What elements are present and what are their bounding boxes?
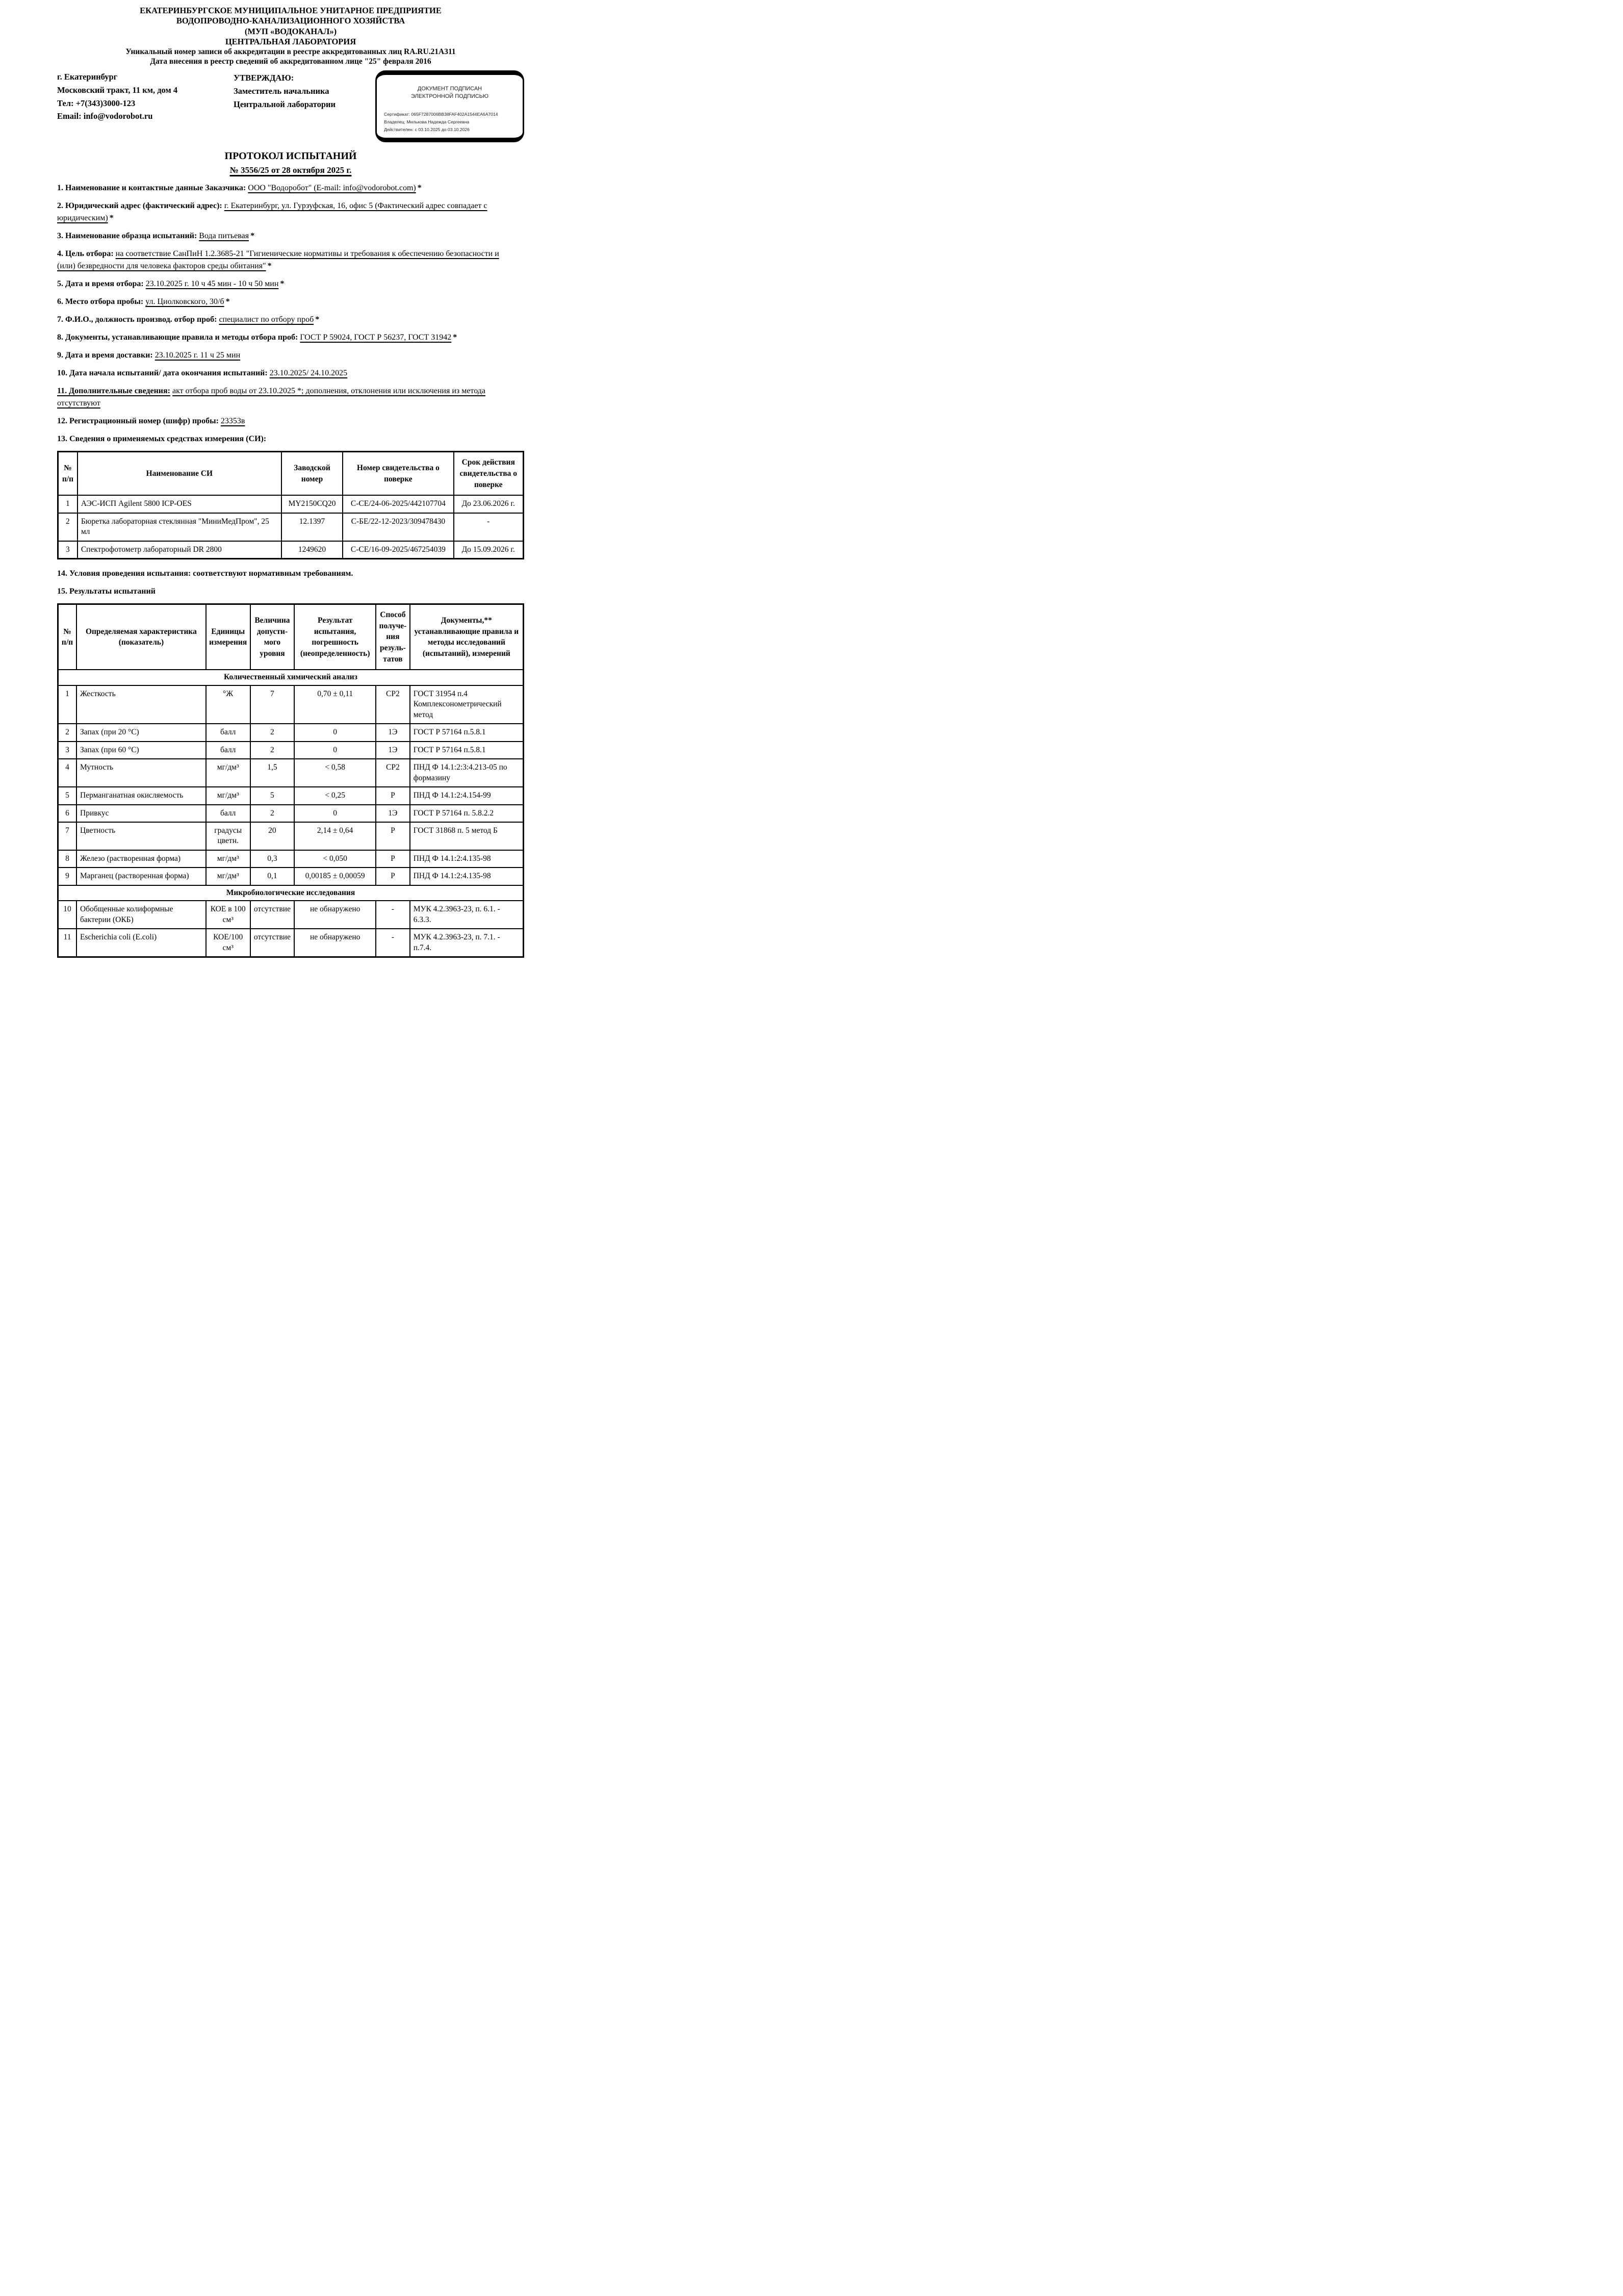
res-cell: отсутствие [250, 901, 295, 929]
res-cell: МУК 4.2.3963-23, п. 7.1. - п.7.4. [410, 929, 524, 957]
org-name-line2: ВОДОПРОВОДНО-КАНАЛИЗАЦИОННОГО ХОЗЯЙСТВА [176, 16, 405, 26]
res-cell: 10 [58, 901, 77, 929]
item-2-value: г. Екатеринбург, ул. Гурзуфская, 16, офис 5 (Фактический адрес совпадает с юридическим) [57, 201, 487, 223]
res-cell: не обнаружено [294, 929, 376, 957]
item-11-value: акт отбора проб воды от 23.10.2025 *; дополнения, отклонения или исключения из метода отсутствуют [57, 387, 485, 408]
table-row [58, 541, 524, 559]
table-row [58, 901, 524, 929]
res-cell: Жесткость [76, 685, 206, 724]
si-cell: Бюретка лабораторная стеклянная "МиниМедПром", 25 мл [78, 513, 281, 541]
res-cell: - [376, 929, 410, 957]
digital-signature-stamp [375, 70, 524, 142]
res-cell: балл [206, 724, 250, 741]
table-row [58, 787, 524, 804]
res-cell: балл [206, 742, 250, 759]
item-3-label: 3. Наименование образца испытаний: [57, 232, 197, 241]
res-cell: Р [376, 822, 410, 850]
org-name-line3: (МУП «ВОДОКАНАЛ») [244, 26, 337, 36]
item-5 [57, 278, 524, 290]
si-cell: 1 [58, 495, 78, 513]
stamp-title [384, 85, 516, 100]
res-cell: КОЕ в 100 см³ [206, 901, 250, 929]
info-row [57, 70, 524, 142]
res-col-method: Способ получе-ния резуль-татов [376, 604, 410, 670]
res-cell: ГОСТ Р 57164 п.5.8.1 [410, 742, 524, 759]
stamp-title-line2: ЭЛЕКТРОННОЙ ПОДПИСЬЮ [410, 93, 489, 100]
item-5-value: 23.10.2025 г. 10 ч 45 мин - 10 ч 50 мин [145, 279, 279, 289]
res-cell: 0,3 [250, 850, 295, 868]
item-15-label: 15. Результаты испытаний [57, 587, 156, 596]
res-cell: 2 [58, 724, 77, 741]
item-4-label: 4. Цель отбора: [57, 249, 114, 259]
res-cell: ПНД Ф 14.1:2:3:4.213-05 по формазину [410, 759, 524, 787]
results-header-row [58, 604, 524, 670]
item-14 [57, 568, 524, 580]
res-cell: Мутность [76, 759, 206, 787]
item-6 [57, 296, 524, 308]
res-cell: 0 [294, 724, 376, 741]
res-cell: мг/дм³ [206, 850, 250, 868]
item-7-value: специалист по отбору проб [219, 315, 314, 324]
footnote-asterisk: * [453, 333, 457, 342]
res-cell: 5 [58, 787, 77, 804]
table-row [58, 724, 524, 741]
item-12-value: 23353в [220, 417, 245, 426]
protocol-document [0, 0, 561, 986]
section-title: Количественный химический анализ [58, 670, 524, 685]
footnote-asterisk: * [267, 262, 272, 271]
item-1 [57, 182, 524, 194]
res-cell: 1,5 [250, 759, 295, 787]
res-cell: балл [206, 805, 250, 822]
item-11 [57, 385, 524, 410]
si-cell: До 15.09.2026 г. [454, 541, 524, 559]
res-cell: не обнаружено [294, 901, 376, 929]
accreditation-line: Уникальный номер записи об аккредитации в реестре аккредитованных лиц RA.RU.21А311 [125, 47, 456, 56]
item-12-label: 12. Регистрационный номер (шифр) пробы: [57, 417, 219, 426]
item-4-value: на соответствие СанПиН 1.2.3685-21 "Гигиенические нормативы и требования к обеспечению безопасности и (или) безвредности для человека факторов среды обитания" [57, 249, 499, 271]
contact-email: Email: info@vodorobot.ru [57, 111, 153, 121]
res-cell: мг/дм³ [206, 759, 250, 787]
si-cell: MY2150CQ20 [281, 495, 343, 513]
stamp-meta [384, 111, 516, 134]
item-14-label: 14. Условия проведения испытания: [57, 569, 191, 578]
res-col-units: Единицы измерения [206, 604, 250, 670]
contact-address: Московский тракт, 11 км, дом 4 [57, 85, 178, 95]
item-4 [57, 248, 524, 272]
res-cell: мг/дм³ [206, 787, 250, 804]
res-cell: 0,1 [250, 868, 295, 885]
item-13 [57, 433, 524, 445]
si-cell: С-СЕ/24-06-2025/442107704 [343, 495, 453, 513]
res-cell: 7 [250, 685, 295, 724]
table-row [58, 495, 524, 513]
item-12 [57, 415, 524, 427]
table-row [58, 805, 524, 822]
res-cell: 8 [58, 850, 77, 868]
item-9 [57, 349, 524, 362]
res-cell: 7 [58, 822, 77, 850]
protocol-number-text: № 3556/25 от 28 октября 2025 г. [229, 165, 352, 175]
res-cell: 2,14 ± 0,64 [294, 822, 376, 850]
approval-title: УТВЕРЖДАЮ: [234, 73, 294, 83]
res-cell: Марганец (растворенная форма) [76, 868, 206, 885]
footnote-asterisk: * [417, 184, 422, 193]
lab-name: ЦЕНТРАЛЬНАЯ ЛАБОРАТОРИЯ [225, 37, 356, 47]
res-cell: градусы цветн. [206, 822, 250, 850]
approval-block [230, 70, 375, 111]
table-row [58, 513, 524, 541]
res-cell: 6 [58, 805, 77, 822]
stamp-owner: Владелец: Милькова Надежда Сергеевна [384, 119, 470, 125]
res-cell: ГОСТ Р 57164 п.5.8.1 [410, 724, 524, 741]
res-cell: 0 [294, 742, 376, 759]
res-cell: 11 [58, 929, 77, 957]
si-table [57, 451, 524, 559]
table-row [58, 742, 524, 759]
item-6-label: 6. Место отбора пробы: [57, 297, 144, 307]
lab-contacts [57, 70, 230, 122]
res-cell: 0 [294, 805, 376, 822]
res-cell: 5 [250, 787, 295, 804]
si-cell: - [454, 513, 524, 541]
res-cell: ГОСТ Р 57164 п. 5.8.2.2 [410, 805, 524, 822]
res-cell: Привкус [76, 805, 206, 822]
res-cell: отсутствие [250, 929, 295, 957]
res-cell: 1Э [376, 742, 410, 759]
res-cell: 0,70 ± 0,11 [294, 685, 376, 724]
res-col-num: № п/п [58, 604, 77, 670]
section-microbiology [58, 885, 524, 901]
res-cell: Цветность [76, 822, 206, 850]
item-8-value: ГОСТ Р 59024, ГОСТ Р 56237, ГОСТ 31942 [300, 333, 452, 342]
results-table [57, 603, 524, 958]
item-1-value: ООО "Водоробот" (E-mail: info@vodorobot.com) [248, 184, 416, 193]
stamp-title-line1: ДОКУМЕНТ ПОДПИСАН [417, 86, 482, 92]
org-name-line1: ЕКАТЕРИНБУРГСКОЕ МУНИЦИПАЛЬНОЕ УНИТАРНОЕ ПРЕДПРИЯТИЕ [140, 6, 442, 15]
res-cell: ПНД Ф 14.1:2:4.135-98 [410, 850, 524, 868]
si-col-num: № п/п [58, 452, 78, 496]
res-cell: мг/дм³ [206, 868, 250, 885]
item-7-label: 7. Ф.И.О., должность производ. отбор проб: [57, 315, 217, 324]
res-cell: 0,00185 ± 0,00059 [294, 868, 376, 885]
si-cell: С-БЕ/22-12-2023/309478430 [343, 513, 453, 541]
res-cell: ГОСТ 31954 п.4 Комплексонометрический метод [410, 685, 524, 724]
stamp-validity: Действителен: с 03.10.2025 до 03.10.2026 [384, 127, 470, 133]
table-row [58, 929, 524, 957]
footnote-asterisk: * [250, 232, 255, 241]
res-cell: 2 [250, 805, 295, 822]
res-col-result: Результат испытания, погрешность (неопределенность) [294, 604, 376, 670]
res-cell: 4 [58, 759, 77, 787]
si-cell: 2 [58, 513, 78, 541]
table-row [58, 759, 524, 787]
item-1-label: 1. Наименование и контактные данные Заказчика: [57, 184, 246, 193]
res-cell: СР2 [376, 685, 410, 724]
table-row [58, 822, 524, 850]
table-row [58, 685, 524, 724]
res-cell: МУК 4.2.3963-23, п. 6.1. - 6.3.3. [410, 901, 524, 929]
footnote-asterisk: * [225, 297, 230, 307]
res-cell: 3 [58, 742, 77, 759]
table-row [58, 850, 524, 868]
res-cell: < 0,25 [294, 787, 376, 804]
si-col-name: Наименование СИ [78, 452, 281, 496]
item-13-label: 13. Сведения о применяемых средствах измерения (СИ): [57, 435, 267, 444]
item-9-label: 9. Дата и время доставки: [57, 351, 153, 360]
res-cell: СР2 [376, 759, 410, 787]
stamp-certificate: Сертификат: 065F7287006BB38FAF402A1544EA6A7014 [384, 112, 498, 117]
item-2 [57, 200, 524, 224]
footnote-asterisk: * [315, 315, 320, 324]
item-9-value: 23.10.2025 г. 11 ч 25 мин [154, 351, 241, 360]
registry-date-line: Дата внесения в реестр сведений об аккредитованном лице "25" февраля 2016 [150, 57, 431, 66]
res-cell: 9 [58, 868, 77, 885]
res-cell: Р [376, 868, 410, 885]
res-cell: КОЕ/100 см³ [206, 929, 250, 957]
si-cell: 12.1397 [281, 513, 343, 541]
protocol-number [57, 165, 524, 176]
item-10 [57, 367, 524, 379]
res-cell: 20 [250, 822, 295, 850]
section-chem-analysis [58, 670, 524, 685]
res-cell: Железо (растворенная форма) [76, 850, 206, 868]
si-cell: Спектрофотометр лабораторный DR 2800 [78, 541, 281, 559]
res-cell: Escherichia coli (E.coli) [76, 929, 206, 957]
res-cell: °Ж [206, 685, 250, 724]
approval-position-line1: Заместитель начальника [234, 86, 329, 96]
contact-city: г. Екатеринбург [57, 72, 118, 82]
section-title: Микробиологические исследования [58, 885, 524, 901]
page-title: ПРОТОКОЛ ИСПЫТАНИЙ [224, 150, 357, 162]
approval-position-line2: Центральной лаборатории [234, 99, 336, 109]
res-cell: Обобщенные колиформные бактерии (ОКБ) [76, 901, 206, 929]
res-cell: 1 [58, 685, 77, 724]
res-cell: 1Э [376, 724, 410, 741]
item-3-value: Вода питьевая [199, 232, 249, 241]
item-10-label: 10. Дата начала испытаний/ дата окончания испытаний: [57, 369, 268, 378]
item-7 [57, 314, 524, 326]
footnote-asterisk: * [280, 279, 285, 289]
org-header [57, 6, 524, 66]
res-cell: 1Э [376, 805, 410, 822]
res-cell: Р [376, 787, 410, 804]
item-2-label: 2. Юридический адрес (фактический адрес): [57, 201, 222, 211]
table-row [58, 868, 524, 885]
res-cell: Запах (при 60 °С) [76, 742, 206, 759]
item-3 [57, 230, 524, 242]
res-cell: - [376, 901, 410, 929]
res-cell: 2 [250, 724, 295, 741]
si-cell: С-СЕ/16-09-2025/467254039 [343, 541, 453, 559]
res-cell: ПНД Ф 14.1:2:4.154-99 [410, 787, 524, 804]
res-cell: < 0,050 [294, 850, 376, 868]
si-col-certificate: Номер свидетельства о поверке [343, 452, 453, 496]
item-8 [57, 331, 524, 344]
item-11-label: 11. Дополнительные сведения: [57, 387, 171, 396]
si-cell: АЭС-ИСП Agilent 5800 ICP-OES [78, 495, 281, 513]
res-cell: Перманганатная окисляемость [76, 787, 206, 804]
si-col-validity: Срок действия свидетельства о поверке [454, 452, 524, 496]
footnote-asterisk: * [109, 214, 114, 223]
res-cell: Запах (при 20 °С) [76, 724, 206, 741]
item-6-value: ул. Циолковского, 30/б [145, 297, 224, 307]
res-col-documents: Документы,** устанавливающие правила и методы исследований (испытаний), измерений [410, 604, 524, 670]
res-cell: 2 [250, 742, 295, 759]
si-col-serial: Заводской номер [281, 452, 343, 496]
contact-phone: Тел: +7(343)3000-123 [57, 98, 136, 108]
res-cell: ПНД Ф 14.1:2:4.135-98 [410, 868, 524, 885]
si-cell: 1249620 [281, 541, 343, 559]
si-cell: 3 [58, 541, 78, 559]
res-cell: Р [376, 850, 410, 868]
item-15 [57, 585, 524, 598]
res-cell: < 0,58 [294, 759, 376, 787]
item-14-value: соответствуют нормативным требованиям. [193, 569, 353, 578]
si-table-header-row [58, 452, 524, 496]
res-col-limit: Величина допусти-мого уровня [250, 604, 295, 670]
res-col-characteristic: Определяемая характеристика (показатель) [76, 604, 206, 670]
res-cell: ГОСТ 31868 п. 5 метод Б [410, 822, 524, 850]
item-10-value: 23.10.2025/ 24.10.2025 [269, 369, 348, 378]
item-8-label: 8. Документы, устанавливающие правила и методы отбора проб: [57, 333, 298, 342]
item-5-label: 5. Дата и время отбора: [57, 279, 144, 289]
si-cell: До 23.06.2026 г. [454, 495, 524, 513]
